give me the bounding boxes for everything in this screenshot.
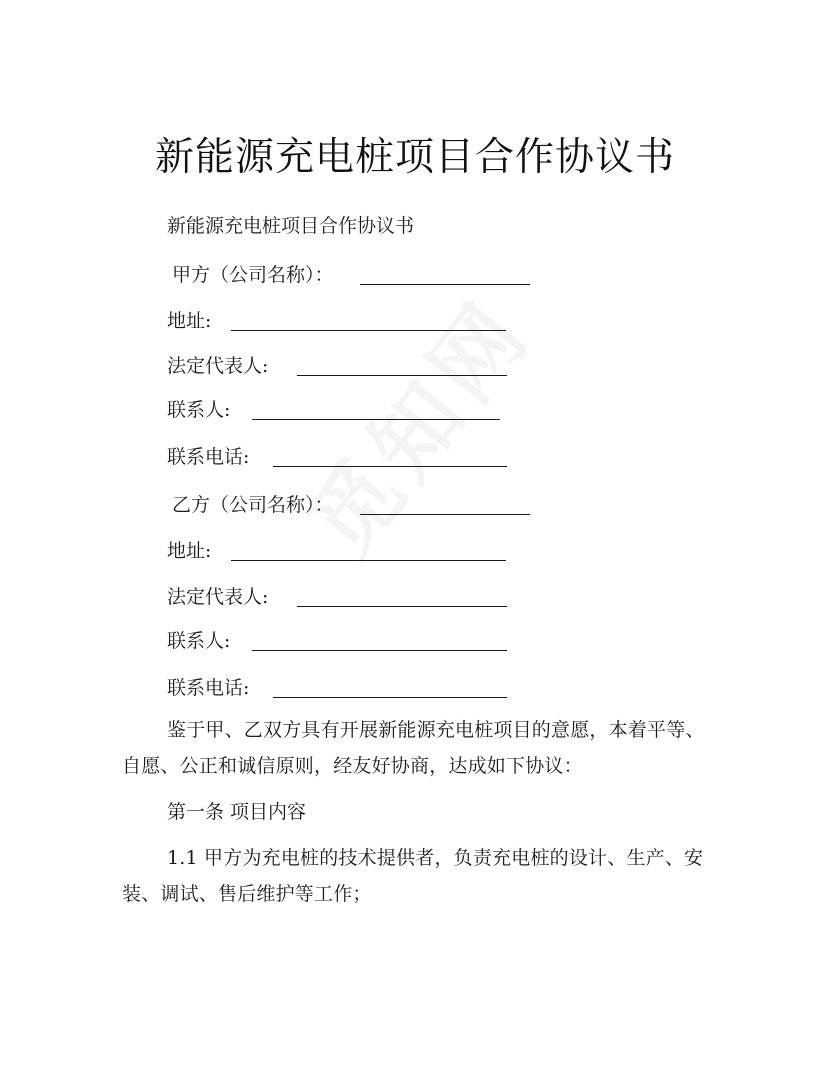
party-b-contact-field[interactable] (252, 650, 507, 651)
party-b-address-label: 地址: (167, 540, 212, 562)
party-b-name-label: 乙方（公司名称）： (172, 494, 334, 516)
party-b-contact-label: 联系人: (167, 630, 231, 652)
party-a-address-field[interactable] (231, 330, 506, 331)
party-a-legal-rep-field[interactable] (297, 375, 507, 376)
party-a-legal-rep-label: 法定代表人: (167, 355, 269, 377)
party-a-phone-field[interactable] (273, 466, 507, 467)
party-a-phone-label: 联系电话: (167, 446, 250, 468)
party-b-legal-rep-field[interactable] (297, 606, 507, 607)
party-b-name-field[interactable] (360, 514, 530, 515)
watermark (275, 268, 555, 577)
party-a-name-field[interactable] (360, 284, 530, 285)
party-a-address-label: 地址: (167, 310, 212, 332)
party-a-name-label: 甲方（公司名称）： (172, 264, 334, 286)
party-a-contact-field[interactable] (252, 419, 500, 420)
clause-1-1: 1.1 甲方为充电桩的技术提供者，负责充电桩的设计、生产、安装、调试、售后维护等工作； (122, 847, 704, 905)
party-b-address-field[interactable] (231, 560, 506, 561)
party-a-contact-label: 联系人: (167, 399, 231, 421)
document-subtitle: 新能源充电桩项目合作协议书 (167, 215, 415, 237)
party-b-legal-rep-label: 法定代表人: (167, 586, 269, 608)
document-title: 新能源充电桩项目合作协议书 (154, 135, 675, 180)
article-1-heading: 第一条 项目内容 (167, 801, 307, 823)
party-b-phone-label: 联系电话: (167, 677, 250, 699)
preamble-paragraph: 鉴于甲、乙双方具有开展新能源充电桩项目的意愿，本着平等、自愿、公正和诚信原则，经友好协商，达成如下协议： (122, 719, 705, 777)
party-b-phone-field[interactable] (273, 697, 507, 698)
